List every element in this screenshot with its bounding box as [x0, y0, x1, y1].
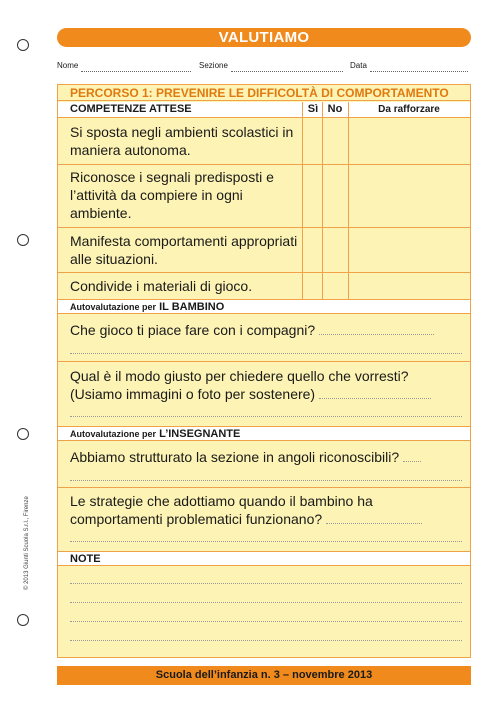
header-no: No [327, 103, 343, 115]
question-text: Le strategie che adottiamo quando il bambino ha comportamenti problematici funzionano? [70, 493, 373, 527]
binder-hole [17, 234, 29, 246]
question-text: Che gioco ti piace fare con i compagni? [70, 322, 316, 338]
child-self-eval-heading [58, 299, 470, 314]
row-divider [58, 164, 470, 165]
date-label: Data [350, 61, 367, 70]
competence-row: Condivide i materiali di gioco. [70, 278, 253, 294]
row-divider [58, 272, 470, 273]
notes-title: NOTE [70, 553, 101, 565]
question-text: Qual è il modo giusto per chiedere quello che vorresti? (Usiamo immagini o foto per sostenere) [70, 368, 409, 402]
row-divider [58, 361, 470, 362]
copyright-notice: © 2013 Giunti Scuola S.r.l., Firenze [24, 496, 30, 590]
column-divider [348, 102, 349, 300]
column-divider [302, 102, 303, 300]
self-eval-target: L’INSEGNANTE [159, 428, 241, 440]
self-eval-prefix: Autovalutazione per [70, 302, 157, 312]
binder-hole [17, 428, 29, 440]
notes-line[interactable] [70, 621, 462, 622]
date-input-line[interactable] [370, 63, 468, 72]
notes-line[interactable] [70, 640, 462, 641]
answer-line[interactable] [70, 353, 462, 354]
competence-row: Si sposta negli ambienti scolastici in maniera autonoma. [70, 124, 294, 158]
answer-line[interactable] [403, 451, 421, 462]
date-field[interactable] [350, 60, 468, 72]
evaluation-sheet [57, 84, 471, 658]
notes-line[interactable] [70, 583, 462, 584]
child-question [70, 367, 462, 403]
answer-line[interactable] [70, 480, 462, 481]
teacher-self-eval-heading [58, 426, 470, 441]
page-title: VALUTIAMO [57, 28, 471, 47]
header-improve: Da rafforzare [378, 104, 440, 115]
competence-row: Manifesta comportamenti appropriati alle situazioni. [70, 233, 298, 267]
question-text: Abbiamo strutturato la sezione in angoli riconoscibili? [70, 449, 400, 465]
answer-line[interactable] [70, 416, 462, 417]
name-label: Nome [57, 61, 79, 70]
answer-line[interactable] [319, 324, 434, 335]
teacher-question [70, 492, 462, 528]
footer: Scuola dell’infanzia n. 3 – novembre 2013 [57, 666, 471, 685]
answer-line[interactable] [326, 513, 422, 524]
section-field[interactable] [199, 60, 343, 72]
section-label: Sezione [199, 61, 228, 70]
name-field[interactable] [57, 60, 191, 72]
section-input-line[interactable] [231, 63, 343, 72]
answer-line[interactable] [319, 388, 431, 399]
row-divider [58, 227, 470, 228]
header-yes: Sì [307, 103, 319, 115]
notes-heading [58, 551, 470, 566]
self-eval-target: IL BAMBINO [159, 301, 225, 313]
name-input-line[interactable] [81, 63, 191, 72]
header-fields [57, 60, 471, 72]
column-divider [322, 102, 323, 300]
answer-line[interactable] [70, 541, 462, 542]
section-title: PERCORSO 1: PREVENIRE LE DIFFICOLTÀ DI COMPORTAMENTO [58, 85, 470, 101]
self-eval-prefix: Autovalutazione per [70, 429, 157, 439]
competence-row: Riconosce i segnali predisposti e l’attività da compiere in ogni ambiente. [70, 169, 274, 221]
row-divider [58, 487, 470, 488]
header-competences: COMPETENZE ATTESE [70, 103, 192, 115]
binder-hole [17, 39, 29, 51]
binder-hole [17, 614, 29, 626]
table-header [58, 102, 470, 118]
notes-line[interactable] [70, 602, 462, 603]
child-question [70, 321, 462, 339]
teacher-question [70, 448, 462, 466]
